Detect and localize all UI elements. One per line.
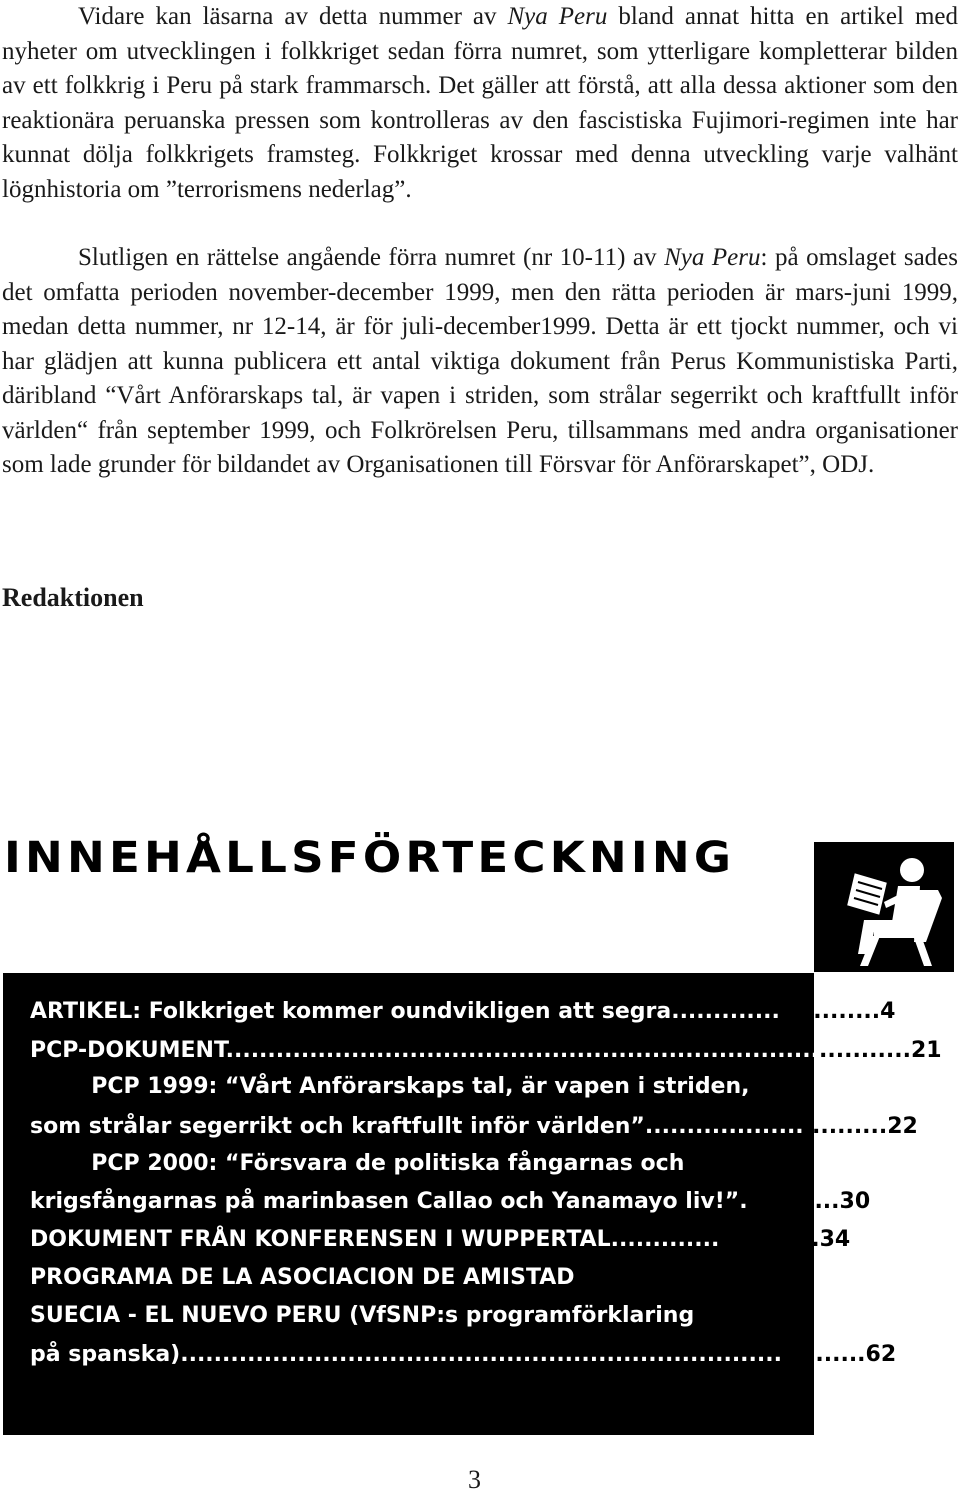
p2-text-after: : på omslaget sades det omfatta perioden november-december 1999, men den rätta perioden är mars-juni 1999, medan detta nummer, nr 12-14, är för juli-december1999. Detta är ett tjockt nummer, och vi har glädjen att kunna publicera ett antal viktiga dokument från Perus Kommunistiska Parti, däribland “Vårt Anförarskaps tal, är vapen i striden, som strålar segerrikt och kraftfullt inför världen“ från september 1999, och Folkrörelsen Peru, tillsammans med andra organisationer som lade grunder för bildandet av Organisationen till Försvar för Anförarskapet”, ODJ. <box>2 244 959 478</box>
page-number: 3 <box>468 1465 481 1494</box>
toc-line <box>30 1265 575 1291</box>
toc-heading: INNEHÅLLSFÖRTECKNING <box>4 833 736 883</box>
reader-icon-box <box>814 842 954 972</box>
toc-line <box>30 1074 750 1100</box>
toc-line-page: ..........22 <box>803 1114 918 1139</box>
toc-line-page: ............34 <box>719 1227 851 1252</box>
p2-magazine-title: Nya Peru <box>664 244 761 271</box>
p1-text-before: Vidare kan läsarna av detta nummer av <box>78 3 508 30</box>
toc-line <box>30 1038 942 1064</box>
toc-line-page: ..........62 <box>781 1342 897 1367</box>
toc-line-page: ............4 <box>779 999 896 1024</box>
intro-paragraph-2 <box>2 241 958 483</box>
toc-line-text: DOKUMENT FRÅN KONFERENSEN I WUPPERTAL............. <box>30 1227 720 1252</box>
toc-line <box>30 1189 870 1215</box>
toc-line-text: krigsfångarnas på marinbasen Callao och Yanamayo liv!”. <box>30 1189 748 1214</box>
person-reading-icon <box>814 842 954 972</box>
p1-magazine-title: Nya Peru <box>507 3 608 30</box>
toc-line-text: PCP 2000: “Försvara de politiska fångarnas och <box>30 1151 685 1176</box>
toc-line-text: som strålar segerrikt och kraftfullt inför världen”................... <box>30 1114 804 1139</box>
toc-line <box>30 1342 896 1368</box>
toc-line-text: på spanska)........................................................................ <box>30 1342 782 1367</box>
toc-line <box>30 1303 694 1329</box>
toc-line-page: ...........21 <box>819 1038 942 1063</box>
intro-paragraph-1 <box>2 0 958 207</box>
toc-line-text: ARTIKEL: Folkkriget kommer oundvikligen att segra............. <box>30 999 780 1024</box>
toc-line-page: ...........30 <box>747 1189 871 1214</box>
toc-line-text: PCP 1999: “Vårt Anförarskaps tal, är vapen i striden, <box>30 1074 750 1099</box>
toc-line-text: PROGRAMA DE LA ASOCIACION DE AMISTAD <box>30 1265 575 1290</box>
toc-line-text: PCP-DOKUMENT....................................................................... <box>30 1038 820 1063</box>
toc-line <box>30 1151 684 1177</box>
p1-text-after: bland annat hitta en artikel med nyheter om utvecklingen i folkkriget sedan förra numret, som ytterligare kompletterar bilden av ett folkkrig i Peru på stark frammarsch. Det gäller att förstå, att alla dessa aktioner som den reaktionära peruanska pressen som kontrolleras av den fascistiska Fujimori-regimen inte har kunnat dölja folkkrigets framsteg. Folkkriget krossar med denna utveckling varje valhänt lögnhistoria om ”terrorismens nederlag”. <box>2 3 958 203</box>
signature: Redaktionen <box>2 583 144 612</box>
toc-line <box>30 999 895 1025</box>
toc-line <box>30 1114 918 1140</box>
toc-line <box>30 1227 850 1253</box>
toc-line-text: SUECIA - EL NUEVO PERU (VfSNP:s programförklaring <box>30 1303 695 1328</box>
p2-text-before: Slutligen en rättelse angående förra numret (nr 10-11) av <box>78 244 665 271</box>
